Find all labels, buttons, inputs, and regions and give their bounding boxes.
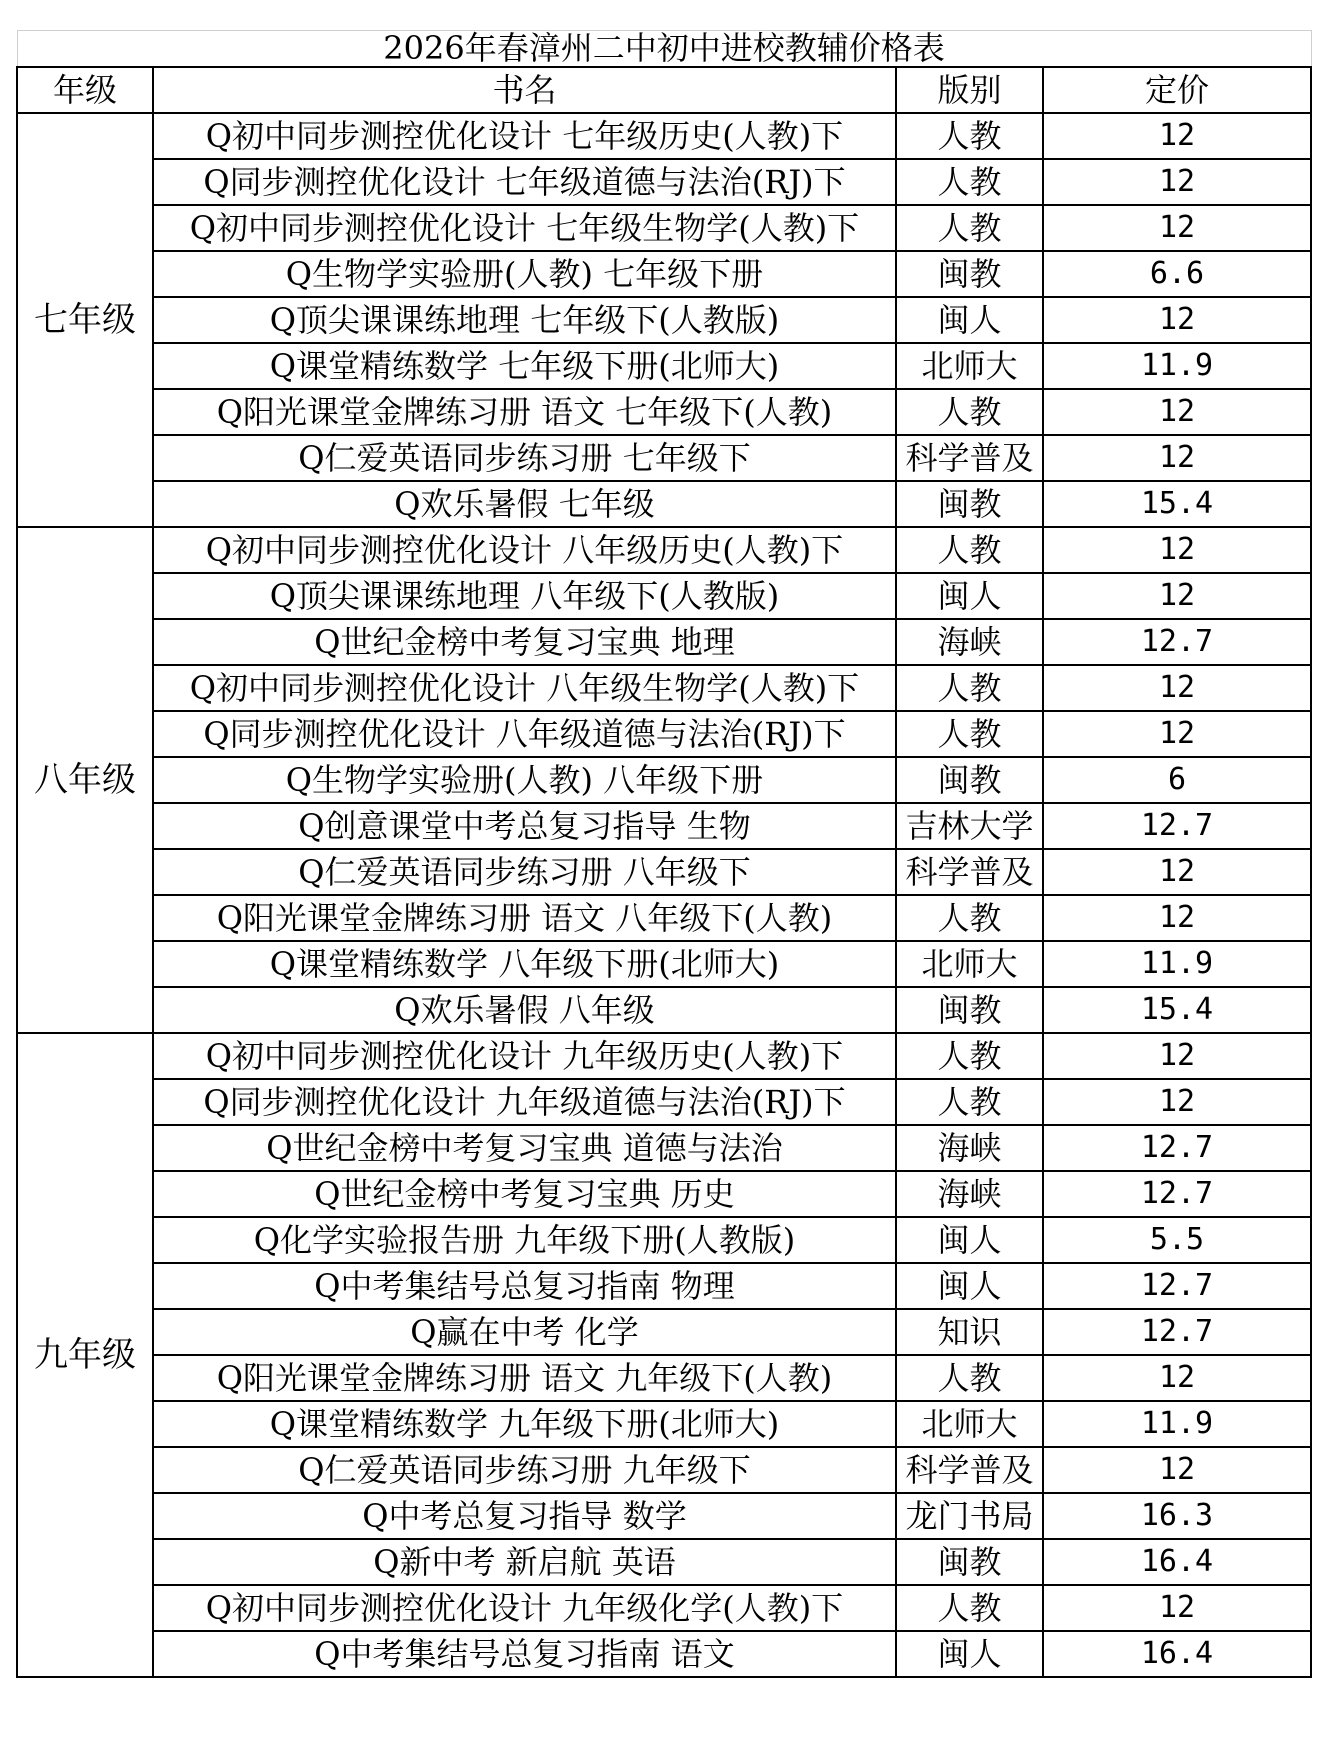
book-name-cell: Q课堂精练数学 七年级下册(北师大) [153,343,896,389]
grade-cell: 七年级 [17,113,153,527]
price-cell: 16.3 [1043,1493,1311,1539]
edition-cell: 人教 [896,665,1043,711]
price-cell: 12 [1043,527,1311,573]
price-cell: 12 [1043,1079,1311,1125]
edition-cell: 闽人 [896,297,1043,343]
price-cell: 11.9 [1043,1401,1311,1447]
table-row [17,803,1311,849]
book-name-cell: Q初中同步测控优化设计 九年级化学(人教)下 [153,1585,896,1631]
table-row [17,113,1311,159]
book-name-cell: Q中考集结号总复习指南 物理 [153,1263,896,1309]
price-cell: 16.4 [1043,1539,1311,1585]
book-name-cell: Q同步测控优化设计 八年级道德与法治(RJ)下 [153,711,896,757]
price-cell: 6.6 [1043,251,1311,297]
price-cell: 12 [1043,573,1311,619]
table-row [17,619,1311,665]
table-row [17,389,1311,435]
edition-cell: 闽人 [896,1263,1043,1309]
price-cell: 12.7 [1043,619,1311,665]
book-name-cell: Q中考总复习指导 数学 [153,1493,896,1539]
price-cell: 15.4 [1043,987,1311,1033]
edition-cell: 闽教 [896,987,1043,1033]
price-cell: 12 [1043,113,1311,159]
book-name-cell: Q同步测控优化设计 九年级道德与法治(RJ)下 [153,1079,896,1125]
book-name-cell: Q仁爱英语同步练习册 八年级下 [153,849,896,895]
edition-cell: 海峡 [896,1125,1043,1171]
header-book-name: 书名 [153,67,896,113]
table-row [17,1171,1311,1217]
price-cell: 16.4 [1043,1631,1311,1677]
price-cell: 12.7 [1043,1263,1311,1309]
price-cell: 12.7 [1043,1125,1311,1171]
price-cell: 12.7 [1043,1309,1311,1355]
table-row [17,757,1311,803]
price-cell: 11.9 [1043,941,1311,987]
table-row [17,849,1311,895]
price-cell: 12 [1043,711,1311,757]
edition-cell: 闽教 [896,1539,1043,1585]
edition-cell: 人教 [896,159,1043,205]
price-cell: 12 [1043,665,1311,711]
grade-cell: 九年级 [17,1033,153,1677]
edition-cell: 北师大 [896,941,1043,987]
price-table-sheet [16,30,1310,1678]
book-name-cell: Q课堂精练数学 八年级下册(北师大) [153,941,896,987]
edition-cell: 人教 [896,711,1043,757]
book-name-cell: Q顶尖课课练地理 八年级下(人教版) [153,573,896,619]
table-row [17,1033,1311,1079]
edition-cell: 闽教 [896,251,1043,297]
book-name-cell: Q中考集结号总复习指南 语文 [153,1631,896,1677]
table-row [17,1493,1311,1539]
book-name-cell: Q世纪金榜中考复习宝典 地理 [153,619,896,665]
book-name-cell: Q阳光课堂金牌练习册 语文 八年级下(人教) [153,895,896,941]
book-name-cell: Q初中同步测控优化设计 九年级历史(人教)下 [153,1033,896,1079]
table-row [17,159,1311,205]
price-cell: 12 [1043,895,1311,941]
table-row [17,665,1311,711]
table-row [17,941,1311,987]
price-cell: 12 [1043,159,1311,205]
edition-cell: 科学普及 [896,1447,1043,1493]
book-name-cell: Q生物学实验册(人教) 七年级下册 [153,251,896,297]
table-row [17,573,1311,619]
edition-cell: 人教 [896,389,1043,435]
edition-cell: 闽教 [896,757,1043,803]
edition-cell: 人教 [896,1585,1043,1631]
edition-cell: 人教 [896,1033,1043,1079]
table-row [17,1125,1311,1171]
table-row [17,1217,1311,1263]
book-name-cell: Q初中同步测控优化设计 七年级历史(人教)下 [153,113,896,159]
table-row [17,1263,1311,1309]
header-grade: 年级 [17,67,153,113]
table-row [17,297,1311,343]
book-name-cell: Q阳光课堂金牌练习册 语文 七年级下(人教) [153,389,896,435]
table-row [17,205,1311,251]
price-cell: 12.7 [1043,803,1311,849]
table-row [17,1539,1311,1585]
table-row [17,343,1311,389]
price-cell: 12 [1043,1355,1311,1401]
book-name-cell: Q初中同步测控优化设计 八年级生物学(人教)下 [153,665,896,711]
table-row [17,1355,1311,1401]
title-row [17,31,1311,68]
table-title: 2026年春漳州二中初中进校教辅价格表 [17,31,1311,68]
book-name-cell: Q欢乐暑假 七年级 [153,481,896,527]
edition-cell: 闽教 [896,481,1043,527]
edition-cell: 科学普及 [896,849,1043,895]
price-cell: 12 [1043,1585,1311,1631]
price-table [16,30,1312,1678]
table-row [17,1401,1311,1447]
edition-cell: 人教 [896,527,1043,573]
table-row [17,435,1311,481]
edition-cell: 龙门书局 [896,1493,1043,1539]
price-cell: 12 [1043,389,1311,435]
book-name-cell: Q生物学实验册(人教) 八年级下册 [153,757,896,803]
price-cell: 12 [1043,849,1311,895]
table-row [17,987,1311,1033]
edition-cell: 科学普及 [896,435,1043,481]
price-cell: 12 [1043,435,1311,481]
book-name-cell: Q同步测控优化设计 七年级道德与法治(RJ)下 [153,159,896,205]
book-name-cell: Q初中同步测控优化设计 七年级生物学(人教)下 [153,205,896,251]
edition-cell: 北师大 [896,343,1043,389]
edition-cell: 北师大 [896,1401,1043,1447]
edition-cell: 人教 [896,205,1043,251]
edition-cell: 闽人 [896,1631,1043,1677]
price-cell: 5.5 [1043,1217,1311,1263]
table-row [17,527,1311,573]
book-name-cell: Q顶尖课课练地理 七年级下(人教版) [153,297,896,343]
edition-cell: 海峡 [896,1171,1043,1217]
table-row [17,711,1311,757]
table-row [17,1079,1311,1125]
book-name-cell: Q创意课堂中考总复习指导 生物 [153,803,896,849]
header-row [17,67,1311,113]
price-cell: 12 [1043,1447,1311,1493]
book-name-cell: Q世纪金榜中考复习宝典 道德与法治 [153,1125,896,1171]
header-edition: 版别 [896,67,1043,113]
price-cell: 12 [1043,205,1311,251]
price-cell: 12 [1043,297,1311,343]
edition-cell: 闽人 [896,573,1043,619]
edition-cell: 海峡 [896,619,1043,665]
table-row [17,1631,1311,1677]
edition-cell: 闽人 [896,1217,1043,1263]
price-cell: 15.4 [1043,481,1311,527]
price-cell: 6 [1043,757,1311,803]
book-name-cell: Q阳光课堂金牌练习册 语文 九年级下(人教) [153,1355,896,1401]
edition-cell: 吉林大学 [896,803,1043,849]
edition-cell: 人教 [896,113,1043,159]
book-name-cell: Q课堂精练数学 九年级下册(北师大) [153,1401,896,1447]
edition-cell: 知识 [896,1309,1043,1355]
table-row [17,1447,1311,1493]
grade-cell: 八年级 [17,527,153,1033]
book-name-cell: Q新中考 新启航 英语 [153,1539,896,1585]
table-row [17,481,1311,527]
price-cell: 12 [1043,1033,1311,1079]
table-row [17,251,1311,297]
edition-cell: 人教 [896,895,1043,941]
table-row [17,1585,1311,1631]
edition-cell: 人教 [896,1355,1043,1401]
edition-cell: 人教 [896,1079,1043,1125]
book-name-cell: Q赢在中考 化学 [153,1309,896,1355]
book-name-cell: Q仁爱英语同步练习册 七年级下 [153,435,896,481]
book-name-cell: Q仁爱英语同步练习册 九年级下 [153,1447,896,1493]
price-cell: 11.9 [1043,343,1311,389]
price-cell: 12.7 [1043,1171,1311,1217]
book-name-cell: Q欢乐暑假 八年级 [153,987,896,1033]
header-price: 定价 [1043,67,1311,113]
book-name-cell: Q初中同步测控优化设计 八年级历史(人教)下 [153,527,896,573]
book-name-cell: Q化学实验报告册 九年级下册(人教版) [153,1217,896,1263]
table-row [17,895,1311,941]
table-row [17,1309,1311,1355]
book-name-cell: Q世纪金榜中考复习宝典 历史 [153,1171,896,1217]
